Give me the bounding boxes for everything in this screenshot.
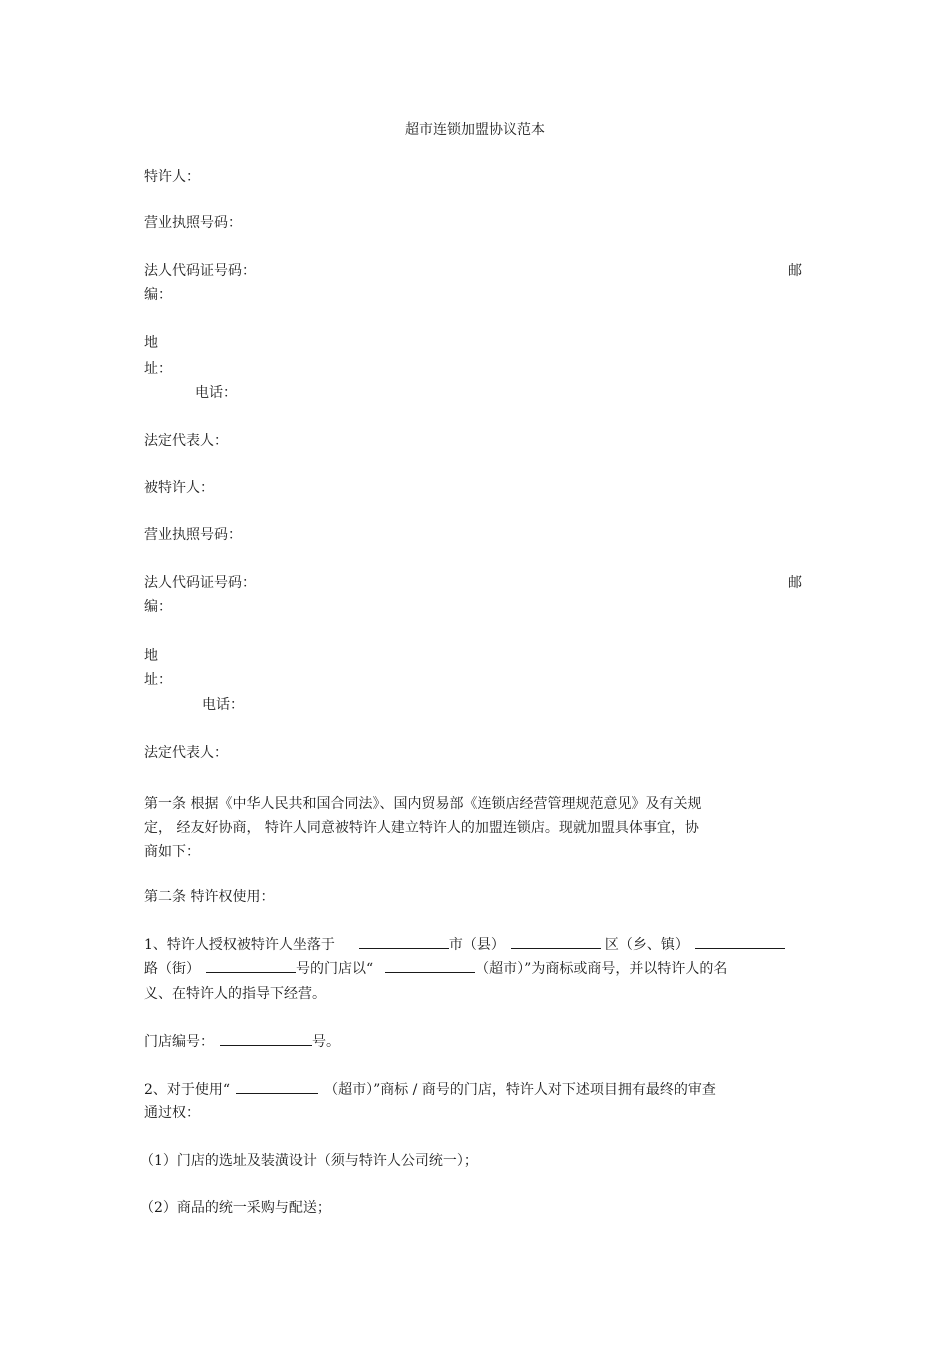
postcode-label-part2: 编： bbox=[144, 287, 172, 303]
article1-line1: 第一条 根据《中华人民共和国合同法》、国内贸易部《连锁店经营管理规范意见》及有关规 bbox=[144, 796, 702, 812]
brand-blank bbox=[385, 958, 475, 973]
phone-label: 电话： bbox=[195, 385, 237, 401]
postcode-label-b-part1: 邮 bbox=[788, 575, 802, 591]
franchisee-label: 被特许人： bbox=[144, 480, 214, 496]
store-number-suffix: 号。 bbox=[312, 1034, 340, 1050]
article2-item2-line2: 通过权： bbox=[144, 1105, 200, 1121]
address-label-b-part2: 址： bbox=[144, 672, 172, 688]
postcode-label-part1: 邮 bbox=[788, 263, 802, 279]
item1-text-b: 市（县） bbox=[448, 937, 505, 953]
postcode-label-b-part2: 编： bbox=[144, 599, 172, 615]
article2-item1-line3: 义、在特许人的指导下经营。 bbox=[144, 986, 326, 1002]
item1-text-f: （超市）”为商标或商号，并以特许人的名 bbox=[475, 961, 728, 977]
address-label-part1: 地 bbox=[144, 335, 158, 351]
item1-text-d: 路（街） bbox=[144, 961, 200, 977]
store-number-blank bbox=[220, 1031, 312, 1046]
item1-text-c: 区（乡、镇） bbox=[604, 937, 689, 953]
phone-label-b: 电话： bbox=[202, 697, 244, 713]
article2-heading: 第二条 特许权使用： bbox=[144, 889, 275, 905]
district-blank bbox=[511, 934, 601, 949]
legal-rep-label-b: 法定代表人： bbox=[144, 745, 228, 761]
sub-item-1: （1）门店的选址及装潢设计（须与特许人公司统一）； bbox=[140, 1153, 478, 1169]
item1-text-e: 号的门店以“ bbox=[296, 961, 374, 977]
address-label-b-part1: 地 bbox=[144, 648, 158, 664]
road-blank bbox=[206, 958, 296, 973]
license-number-label-b: 营业执照号码： bbox=[144, 527, 242, 543]
item1-text-a: 1、特许人授权被特许人坐落于 bbox=[144, 937, 335, 953]
item2-brand-blank bbox=[236, 1079, 318, 1094]
article1-line3: 商如下： bbox=[144, 844, 200, 860]
legal-code-label-b: 法人代码证号码： bbox=[144, 575, 256, 591]
article2-item1-line1 bbox=[144, 934, 785, 955]
store-number-label: 门店编号： bbox=[144, 1034, 214, 1050]
legal-code-label: 法人代码证号码： bbox=[144, 263, 256, 279]
item2-text-b: （超市）”商标 / 商号的门店，特许人对下述项目拥有最终的审查 bbox=[324, 1082, 716, 1098]
article1-line2: 定， 经友好协商， 特许人同意被特许人建立特许人的加盟连锁店。现就加盟具体事宜，协 bbox=[144, 820, 699, 836]
license-number-label: 营业执照号码： bbox=[144, 215, 242, 231]
address-label-part2: 址： bbox=[144, 361, 172, 377]
document-title: 超市连锁加盟协议范本 bbox=[405, 122, 545, 138]
sub-item-2: （2）商品的统一采购与配送； bbox=[140, 1200, 331, 1216]
item2-text-a: 2、对于使用“ bbox=[144, 1082, 231, 1098]
legal-rep-label: 法定代表人： bbox=[144, 433, 228, 449]
city-blank bbox=[359, 934, 449, 949]
article2-item1-line2 bbox=[144, 958, 727, 979]
town-blank bbox=[695, 934, 785, 949]
franchisor-label: 特许人： bbox=[144, 169, 200, 185]
store-number-line bbox=[144, 1031, 340, 1052]
article2-item2-line1 bbox=[144, 1079, 716, 1100]
